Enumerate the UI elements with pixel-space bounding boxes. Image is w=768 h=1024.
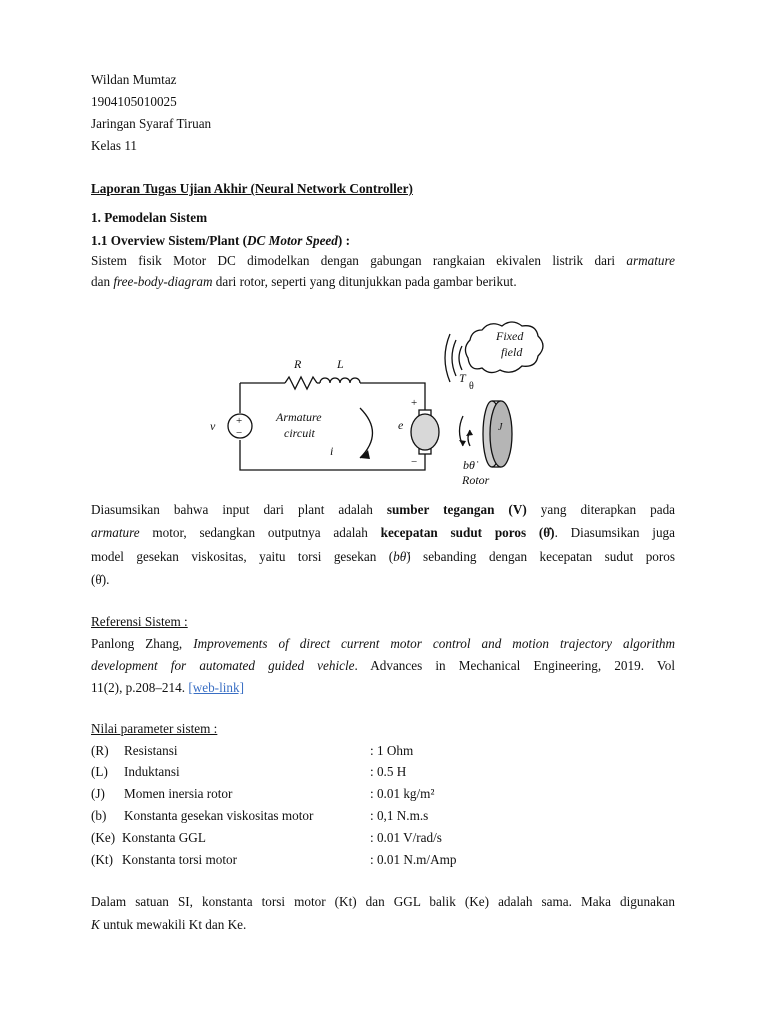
intro-italic: armature [626,253,676,268]
param-row [0,808,768,824]
web-link[interactable]: [web-link] [188,680,244,695]
label-theta: θ [469,381,474,392]
label-v: v [210,419,216,433]
subsection-heading [91,233,350,249]
report-title: Laporan Tugas Ujian Akhir (Neural Network Controller) [91,181,413,196]
closing-text: Dalam satuan SI, konstanta torsi motor (Kt) dan GGL balik (Ke) adalah sama. Maka digunakan [91,894,675,909]
label-inertia: J [498,422,503,433]
param-value: : 0.01 V/rad/s [370,830,442,845]
label-rotor: Rotor [462,473,490,487]
subsection-end: ) : [337,233,350,248]
param-name: Momen inersia rotor [124,786,233,801]
reference-italic: development for automated guided vehicle [91,658,355,673]
label-field: field [501,345,523,359]
para-italic: armature [91,525,140,540]
param-value: : 0,1 N.m.s [370,808,429,823]
param-value: : 0.01 N.m/Amp [370,852,457,867]
para-text: motor, sedangkan outputnya adalah [152,525,368,540]
para-italic: bθ̇ [393,549,407,564]
params-heading: Nilai parameter sistem : [91,721,218,736]
label-source-plus: + [236,415,243,427]
intro-text: dari rotor, seperti yang ditunjukkan pada gambar berikut. [215,274,517,289]
param-row [0,852,768,868]
label-torque: T [459,371,466,385]
reference-line-1 [91,636,675,652]
reference-text: . Advances in Mechanical Engineering, 2019. Vol [354,658,676,673]
para-bold: kecepatan sudut poros (θ̇) [380,525,555,540]
course-name: Jaringan Syaraf Tiruan [91,116,212,131]
label-l: L [337,357,344,371]
param-value: : 0.5 H [370,764,407,779]
intro-italic: free-body-diagram [113,274,213,289]
label-fixed: Fixed [496,329,524,343]
param-symbol: (b) [91,808,107,823]
param-name: Induktansi [124,764,180,779]
param-row [0,743,768,759]
label-friction: bθ̇ [463,458,475,472]
subsection-number: 1.1 Overview Sistem/Plant ( [91,233,248,248]
author-name: Wildan Mumtaz [91,72,177,87]
closing-text: untuk mewakili Kt dan Ke. [103,917,247,932]
intro-text: Sistem fisik Motor DC dimodelkan dengan gabungan rangkaian ekivalen listrik dari [91,253,616,268]
para2-line-2 [91,525,675,541]
subsection-italic: DC Motor Speed [247,233,338,248]
para2-line-3 [91,549,675,565]
para2-line-1 [91,502,675,518]
intro-line-2 [91,274,517,290]
intro-text: dan [91,274,111,289]
para-text: . Diasumsikan juga [554,525,675,540]
reference-text: 11(2), p.208–214. [91,680,186,695]
param-name: Konstanta torsi motor [122,852,238,867]
label-emf: e [398,418,404,432]
label-current: i [330,444,334,458]
para-bold: sumber tegangan (V) [386,502,527,517]
param-name: Konstanta GGL [122,830,206,845]
para-text: Diasumsikan bahwa input dari plant adalah [91,502,373,517]
param-name: Konstanta gesekan viskositas motor [124,808,314,823]
param-name: Resistansi [124,743,178,758]
reference-italic: Improvements of direct current motor control and motion trajectory algorithm [193,636,675,651]
class-name: Kelas 11 [91,138,138,153]
param-row [0,830,768,846]
reference-line-2 [91,658,675,674]
param-symbol: (R) [91,743,109,758]
para-text: model gesekan viskositas, yaitu torsi gesekan ( [91,549,394,564]
param-symbol: (Kt) [91,852,113,867]
label-emf-plus: + [411,397,418,409]
closing-line-2 [91,917,246,933]
section-heading: 1. Pemodelan Sistem [91,210,208,225]
param-symbol: (Ke) [91,830,116,845]
label-circuit: circuit [284,426,315,440]
closing-italic: K [91,917,100,932]
param-value: : 1 Ohm [370,743,414,758]
label-r: R [294,357,302,371]
label-armature: Armature [276,410,322,424]
reference-text: Panlong Zhang, [91,636,183,651]
student-id: 1904105010025 [91,94,177,109]
param-value: : 0.01 kg/m² [370,786,435,801]
closing-line-1 [91,894,675,910]
dc-motor-diagram [200,318,560,498]
intro-line-1 [91,253,675,269]
para2-line-4: (θ̇). [91,572,110,587]
label-source-minus: − [236,427,243,439]
param-row [0,786,768,802]
label-emf-minus: − [411,456,418,468]
reference-heading: Referensi Sistem : [91,614,188,629]
param-symbol: (L) [91,764,108,779]
param-row [0,764,768,780]
reference-line-3 [91,680,244,696]
para-text: yang diterapkan pada [540,502,676,517]
param-symbol: (J) [91,786,105,801]
para-text: ) sebanding dengan kecepatan sudut poros [406,549,676,564]
